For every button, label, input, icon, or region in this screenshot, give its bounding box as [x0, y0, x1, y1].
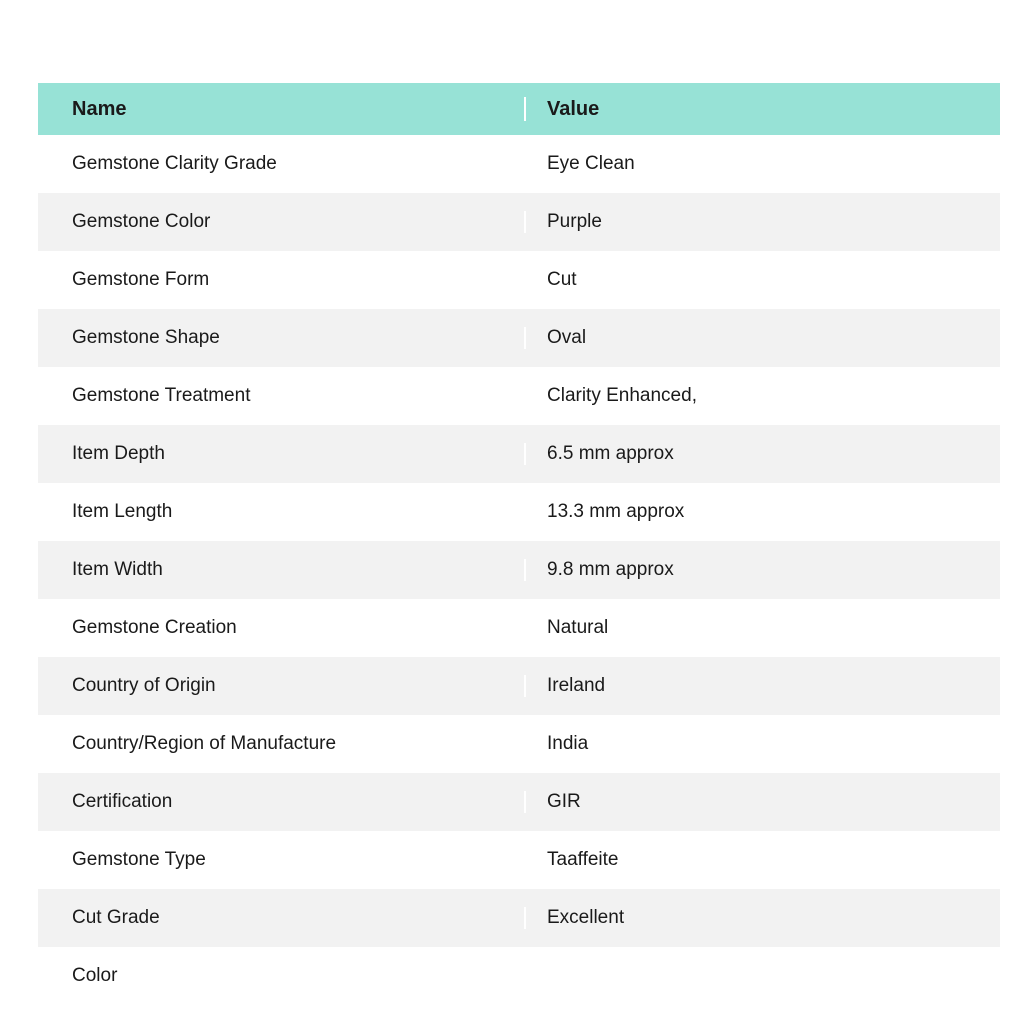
- spec-value-cell: Purple: [524, 211, 1000, 234]
- spec-value-cell: 9.8 mm approx: [524, 559, 1000, 582]
- spec-value-cell: Eye Clean: [524, 153, 1000, 176]
- spec-value-cell: Clarity Enhanced,: [524, 385, 1000, 408]
- table-row: [38, 657, 1000, 715]
- spec-name-cell: Gemstone Color: [72, 210, 211, 232]
- spec-name-cell: Item Width: [72, 558, 163, 580]
- table-row: [38, 367, 1000, 425]
- header-name-cell: Name: [72, 98, 127, 120]
- table-row: [38, 773, 1000, 831]
- spec-name-cell: Gemstone Form: [72, 268, 210, 290]
- spec-name-cell: Country of Origin: [72, 674, 216, 696]
- spec-value-cell: Taaffeite: [524, 849, 1000, 872]
- table-row: [38, 599, 1000, 657]
- table-row: [38, 889, 1000, 947]
- table-row: [38, 541, 1000, 599]
- spec-name-cell: Gemstone Clarity Grade: [72, 152, 277, 174]
- spec-name-cell: Item Length: [72, 500, 173, 522]
- spec-value-cell: 6.5 mm approx: [524, 443, 1000, 466]
- spec-name-cell: Gemstone Type: [72, 848, 206, 870]
- spec-name-cell: Item Depth: [72, 442, 165, 464]
- spec-value-cell: India: [524, 733, 1000, 756]
- spec-name-cell: Country/Region of Manufacture: [72, 732, 337, 754]
- table-row: [38, 715, 1000, 773]
- table-row: [38, 425, 1000, 483]
- spec-value-cell: GIR: [524, 791, 1000, 814]
- spec-value-cell: Excellent: [524, 907, 1000, 930]
- header-value-cell: Value: [524, 97, 1000, 121]
- item-specifics-table: [38, 83, 1000, 1005]
- table-row: [38, 193, 1000, 251]
- table-row: [38, 135, 1000, 193]
- table-row: [38, 831, 1000, 889]
- table-row: [38, 947, 1000, 1005]
- table-row: [38, 309, 1000, 367]
- spec-name-cell: Cut Grade: [72, 906, 160, 928]
- spec-name-cell: Gemstone Creation: [72, 616, 237, 638]
- spec-value-cell: Oval: [524, 327, 1000, 350]
- table-header-row: [38, 83, 1000, 135]
- spec-value-cell: 13.3 mm approx: [524, 501, 1000, 524]
- spec-name-cell: Gemstone Shape: [72, 326, 220, 348]
- spec-value-cell: Natural: [524, 617, 1000, 640]
- table-body: [38, 135, 1000, 1005]
- spec-name-cell: Gemstone Treatment: [72, 384, 251, 406]
- spec-name-cell: Color: [72, 964, 118, 986]
- spec-value-cell: Ireland: [524, 675, 1000, 698]
- table-row: [38, 251, 1000, 309]
- spec-name-cell: Certification: [72, 790, 173, 812]
- spec-value-cell: Cut: [524, 269, 1000, 292]
- table-row: [38, 483, 1000, 541]
